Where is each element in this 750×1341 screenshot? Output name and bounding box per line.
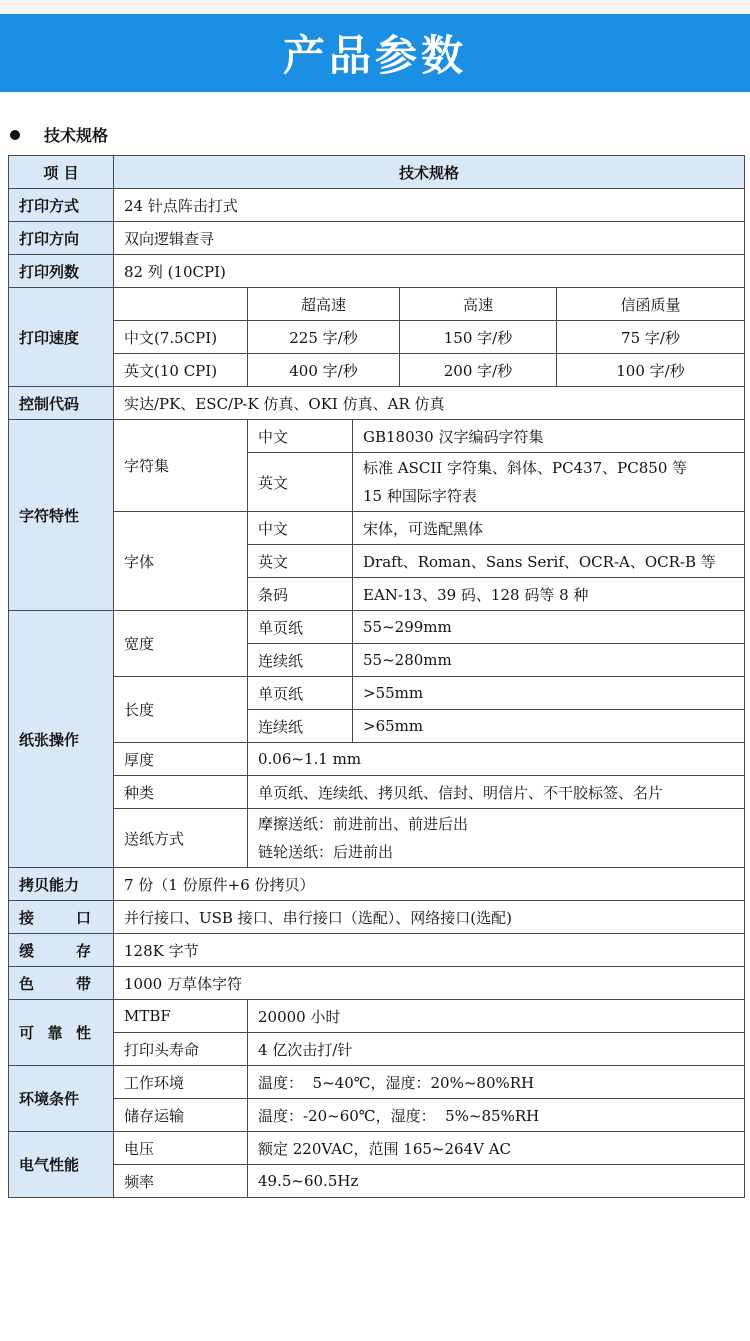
sub-item: 英文 xyxy=(248,545,353,578)
row-label xyxy=(9,934,114,967)
sub-label: 字符集 xyxy=(114,420,248,512)
sub-item: 单页纸 xyxy=(248,677,353,710)
label-char: 存 xyxy=(75,941,91,960)
row-value: >55mm xyxy=(353,677,745,710)
value-line: 标准 ASCII 字符集、斜体、PC437、PC850 等 xyxy=(363,459,688,477)
table-row xyxy=(9,901,745,934)
row-label: 打印方向 xyxy=(9,222,114,255)
sub-item: 连续纸 xyxy=(248,644,353,677)
row-value: 1000 万草体字符 xyxy=(114,967,745,1000)
row-value: 温度：-20~60℃，湿度： 5%~85%RH xyxy=(248,1099,745,1132)
table-row xyxy=(9,189,745,222)
table-row xyxy=(9,967,745,1000)
table-row xyxy=(9,512,745,545)
sub-label: MTBF xyxy=(114,1000,248,1033)
value-line: 链轮送纸：后进前出 xyxy=(258,843,394,861)
row-label: 纸张操作 xyxy=(9,611,114,868)
page-title: 产品参数 xyxy=(282,31,467,80)
speed-mode: 高速 xyxy=(400,288,557,321)
header-item: 项 目 xyxy=(9,156,114,189)
label-char: 接 xyxy=(19,908,35,927)
section-title: 技术规格 xyxy=(44,126,109,145)
table-row xyxy=(9,776,745,809)
row-value: 82 列 (10CPI) xyxy=(114,255,745,288)
row-value: 24 针点阵击打式 xyxy=(114,189,745,222)
row-label xyxy=(9,967,114,1000)
section-heading xyxy=(10,123,108,146)
spec-table xyxy=(8,155,745,1198)
table-row xyxy=(9,222,745,255)
row-value: 单页纸、连续纸、拷贝纸、信封、明信片、不干胶标签、名片 xyxy=(248,776,745,809)
speed-value: 75 字/秒 xyxy=(557,321,745,354)
label-char: 靠 xyxy=(47,1024,63,1042)
speed-value: 400 字/秒 xyxy=(248,354,400,387)
sub-item: 中文 xyxy=(248,420,353,453)
speed-lang: 英文(10 CPI) xyxy=(114,354,248,387)
row-value: 0.06~1.1 mm xyxy=(248,743,745,776)
row-label: 打印速度 xyxy=(9,288,114,387)
value-line: 摩擦送纸：前进前出、前进后出 xyxy=(258,815,469,833)
sub-item: 条码 xyxy=(248,578,353,611)
sub-label: 宽度 xyxy=(114,611,248,677)
label-char: 缓 xyxy=(19,941,35,960)
row-value: 20000 小时 xyxy=(248,1000,745,1033)
label-char: 带 xyxy=(75,974,91,993)
sub-label: 厚度 xyxy=(114,743,248,776)
table-row xyxy=(9,1132,745,1165)
row-label: 打印方式 xyxy=(9,189,114,222)
row-value: 55~280mm xyxy=(353,644,745,677)
label-char: 性 xyxy=(75,1024,91,1042)
row-value: 双向逻辑查寻 xyxy=(114,222,745,255)
speed-mode: 信函质量 xyxy=(557,288,745,321)
table-row xyxy=(9,1099,745,1132)
table-row xyxy=(9,1165,745,1198)
row-label: 环境条件 xyxy=(9,1066,114,1132)
table-row xyxy=(9,1066,745,1099)
table-row xyxy=(9,1000,745,1033)
sub-label: 送纸方式 xyxy=(114,809,248,868)
bullet-icon xyxy=(10,130,20,140)
label-char: 色 xyxy=(19,974,35,993)
row-value: 4 亿次击打/针 xyxy=(248,1033,745,1066)
sub-label: 长度 xyxy=(114,677,248,743)
speed-value: 150 字/秒 xyxy=(400,321,557,354)
sub-item: 连续纸 xyxy=(248,710,353,743)
row-label xyxy=(9,901,114,934)
table-row xyxy=(9,288,745,321)
sub-label: 储存运输 xyxy=(114,1099,248,1132)
table-row xyxy=(9,387,745,420)
row-value: Draft、Roman、Sans Serif、OCR-A、OCR-B 等 xyxy=(353,545,745,578)
sub-item: 中文 xyxy=(248,512,353,545)
sub-item: 英文 xyxy=(248,453,353,512)
table-row xyxy=(9,354,745,387)
table-row xyxy=(9,809,745,868)
row-value xyxy=(248,809,745,868)
row-value xyxy=(353,453,745,512)
row-label: 拷贝能力 xyxy=(9,868,114,901)
sub-label: 种类 xyxy=(114,776,248,809)
row-label: 控制代码 xyxy=(9,387,114,420)
row-value: EAN-13、39 码、128 码等 8 种 xyxy=(353,578,745,611)
speed-mode: 超高速 xyxy=(248,288,400,321)
row-value: 7 份（1 份原件+6 份拷贝） xyxy=(114,868,745,901)
row-value: 55~299mm xyxy=(353,611,745,644)
speed-value: 225 字/秒 xyxy=(248,321,400,354)
row-label xyxy=(9,1000,114,1066)
table-row xyxy=(9,868,745,901)
blank-cell xyxy=(114,288,248,321)
row-label: 电气性能 xyxy=(9,1132,114,1198)
label-char: 口 xyxy=(75,908,91,927)
table-row xyxy=(9,321,745,354)
table-row xyxy=(9,934,745,967)
header-spec: 技术规格 xyxy=(114,156,745,189)
table-row xyxy=(9,420,745,453)
row-value: 实达/PK、ESC/P-K 仿真、OKI 仿真、AR 仿真 xyxy=(114,387,745,420)
top-strip xyxy=(0,0,750,14)
table-row xyxy=(9,677,745,710)
speed-lang: 中文(7.5CPI) xyxy=(114,321,248,354)
speed-value: 100 字/秒 xyxy=(557,354,745,387)
label-char: 可 xyxy=(19,1024,35,1042)
row-value: 宋体，可选配黑体 xyxy=(353,512,745,545)
row-value: GB18030 汉字编码字符集 xyxy=(353,420,745,453)
table-row xyxy=(9,156,745,189)
value-line: 15 种国际字符表 xyxy=(363,487,477,505)
row-label: 字符特性 xyxy=(9,420,114,611)
row-value: 温度： 5~40℃，湿度：20%~80%RH xyxy=(248,1066,745,1099)
table-row xyxy=(9,255,745,288)
sub-label: 字体 xyxy=(114,512,248,611)
sub-label: 电压 xyxy=(114,1132,248,1165)
speed-value: 200 字/秒 xyxy=(400,354,557,387)
table-row xyxy=(9,1033,745,1066)
sub-label: 频率 xyxy=(114,1165,248,1198)
banner xyxy=(0,14,750,92)
sub-item: 单页纸 xyxy=(248,611,353,644)
row-value: >65mm xyxy=(353,710,745,743)
row-value: 并行接口、USB 接口、串行接口（选配）、网络接口(选配) xyxy=(114,901,745,934)
table-row xyxy=(9,611,745,644)
row-value: 128K 字节 xyxy=(114,934,745,967)
sub-label: 打印头寿命 xyxy=(114,1033,248,1066)
table-row xyxy=(9,743,745,776)
row-value: 49.5~60.5Hz xyxy=(248,1165,745,1198)
sub-label: 工作环境 xyxy=(114,1066,248,1099)
row-value: 额定 220VAC，范围 165~264V AC xyxy=(248,1132,745,1165)
row-label: 打印列数 xyxy=(9,255,114,288)
